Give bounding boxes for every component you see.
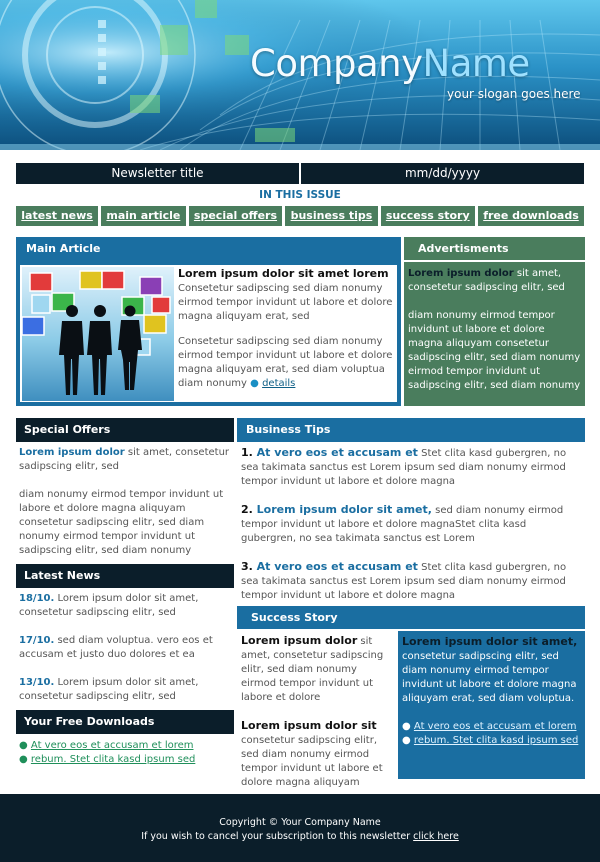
download-item <box>19 753 234 767</box>
business-tips-list <box>241 446 581 617</box>
ads-box <box>404 262 585 406</box>
unsubscribe-line <box>0 830 600 844</box>
free-downloads-heading: Your Free Downloads <box>16 710 234 734</box>
header-banner <box>0 0 600 150</box>
tip-text: sed diam nonumy eirmod tempor invidunt ut labore et dolore magnaStet clita kasd gubergren, no sea takimata sanctus est Lorem <box>241 505 564 544</box>
ads-text2: diam nonumy eirmod tempor invidunt ut labore et dolore magna aliquyam consetetur sadipscing elitr, sed diam nonumy eirmod tempor invidunt ut sadipscing elitr, sed diam nonumy <box>408 310 581 391</box>
news-item <box>19 592 234 620</box>
bullet-icon: ● <box>19 740 31 751</box>
bullet-icon: ● <box>250 378 259 389</box>
news-date: 17/10. <box>19 635 55 646</box>
special-offers-text <box>19 446 234 558</box>
cancel-text: If you wish to cancel your subscription to this newsletter <box>141 831 414 842</box>
ads-heading: Advertisments <box>404 237 585 261</box>
nav-special-offers[interactable]: special offers <box>189 206 283 226</box>
company-logo <box>250 42 530 85</box>
story-bold: Lorem ipsum dolor sit <box>241 719 377 732</box>
tip-number: 2. <box>241 503 253 516</box>
success-story-right <box>398 631 585 779</box>
tip-bold: Lorem ipsum dolor sit amet, <box>252 503 432 516</box>
special-offers-bold: Lorem ipsum dolor <box>19 447 125 458</box>
story-text: consetetur sadipscing elitr, sed diam nonumy eirmod tempor invidunt ut labore et dolore magna aliquyam <box>241 735 383 788</box>
latest-news-list <box>19 592 234 718</box>
issue-nav <box>16 206 584 226</box>
main-article-content <box>20 265 397 402</box>
story-link-item <box>402 720 581 734</box>
main-article-box <box>16 261 401 406</box>
newsletter-title-bar <box>16 163 584 184</box>
tip-bold: At vero eos et accusam et <box>252 560 418 573</box>
in-this-issue-label: IN THIS ISSUE <box>259 189 341 201</box>
main-article-text <box>178 267 400 402</box>
bullet-icon: ● <box>402 721 414 732</box>
bullet-icon: ● <box>402 735 414 746</box>
tip-text: Stet clita kasd gubergren, no sea takimata sanctus est Lorem ipsum sed diam nonumy eirmod tempor invidunt ut labore et dolore magna <box>241 448 567 487</box>
news-text: sed diam voluptua. vero eos et accusam et justo duo dolores et ea <box>19 635 213 660</box>
special-offers-text2: diam nonumy eirmod tempor invidunt ut labore et dolore magna aliquyam consetetur sadipscing elitr, sed diam nonumy eirmod tempor invidunt ut sadipscing elitr, sed diam nonumy <box>19 489 224 556</box>
main-article-title: Lorem ipsum dolor sit amet lorem <box>178 267 389 280</box>
bullet-icon: ● <box>19 754 31 765</box>
nav-latest-news[interactable]: latest news <box>16 206 98 226</box>
news-item <box>19 676 234 704</box>
free-downloads-list <box>19 739 234 767</box>
nav-main-article[interactable]: main article <box>101 206 186 226</box>
ads-bold: Lorem ipsum dolor <box>408 268 514 279</box>
main-article-heading: Main Article <box>16 237 401 261</box>
tip-item <box>241 560 581 603</box>
tip-number: 1. <box>241 446 253 459</box>
latest-news-heading: Latest News <box>16 564 234 588</box>
nav-free-downloads[interactable]: free downloads <box>478 206 584 226</box>
logo-company: Company <box>250 42 423 85</box>
business-tips-heading: Business Tips <box>237 418 585 442</box>
copyright-text: Copyright © Your Company Name <box>219 817 381 828</box>
news-text: Lorem ipsum dolor sit amet, consetetur sadipscing elitr, sed <box>19 593 199 618</box>
details-link[interactable]: details <box>262 378 296 389</box>
nav-success-story[interactable]: success story <box>381 206 475 226</box>
ads-text1: sit amet, consetetur sadipscing elitr, sed <box>408 268 565 293</box>
download-item <box>19 739 234 753</box>
puzzle-people-illustration <box>22 267 174 401</box>
story-right-text: consetetur sadipscing elitr, sed diam nonumy eirmod tempor invidunt ut labore et dolore magna aliquyam erat, sed diam voluptua. <box>402 651 577 704</box>
business-team-image <box>22 267 174 401</box>
special-offers-text1: sit amet, consetetur sadipscing elitr, sed <box>19 447 230 472</box>
news-date: 18/10. <box>19 593 55 604</box>
tip-text: Stet clita kasd gubergren, no sea takimata sanctus est Lorem ipsum sed diam nonumy eirmod tempor invidunt ut labore et dolore magna <box>241 562 567 601</box>
main-article-para2: Consetetur sadipscing sed diam nonumy eirmod tempor invidunt ut labore et dolore magna aliquyam erat, sed diam voluptua diam nonumy <box>178 336 393 389</box>
download-link[interactable]: rebum. Stet clita kasd ipsum sed <box>30 754 196 765</box>
news-date: 13/10. <box>19 677 55 688</box>
special-offers-heading: Special Offers <box>16 418 234 442</box>
story-link[interactable]: rebum. Stet clita kasd ipsum sed <box>413 735 579 746</box>
success-story-heading: Success Story <box>237 606 585 630</box>
tip-item <box>241 503 581 546</box>
news-item <box>19 634 234 662</box>
tip-bold: At vero eos et accusam et <box>252 446 418 459</box>
story-bold: Lorem ipsum dolor <box>241 634 358 647</box>
newsletter-title: Newsletter title <box>111 166 204 180</box>
logo-name: Name <box>422 42 530 85</box>
success-story-left <box>241 634 395 804</box>
news-text: Lorem ipsum dolor sit amet, consetetur sadipscing elitr, sed <box>19 677 199 702</box>
download-link[interactable]: At vero eos et accusam et lorem <box>30 740 194 751</box>
nav-business-tips[interactable]: business tips <box>285 206 377 226</box>
newsletter-date: mm/dd/yyyy <box>404 166 481 180</box>
footer <box>0 794 600 862</box>
main-article-para1: Consetetur sadipscing sed diam nonumy eirmod tempor invidunt ut labore et dolore magna aliquyam erat, sed <box>178 283 393 322</box>
unsubscribe-link[interactable]: click here <box>413 831 459 842</box>
slogan: your slogan goes here <box>447 87 581 101</box>
tip-number: 3. <box>241 560 253 573</box>
story-right-bold: Lorem ipsum dolor sit amet, <box>402 635 578 648</box>
story-text: sit amet, consetetur sadipscing elitr, sed diam nonumy eirmod tempor invidunt ut labore et dolore <box>241 636 384 703</box>
story-link[interactable]: At vero eos et accusam et lorem <box>413 721 577 732</box>
tip-item <box>241 446 581 489</box>
story-link-item <box>402 734 581 748</box>
